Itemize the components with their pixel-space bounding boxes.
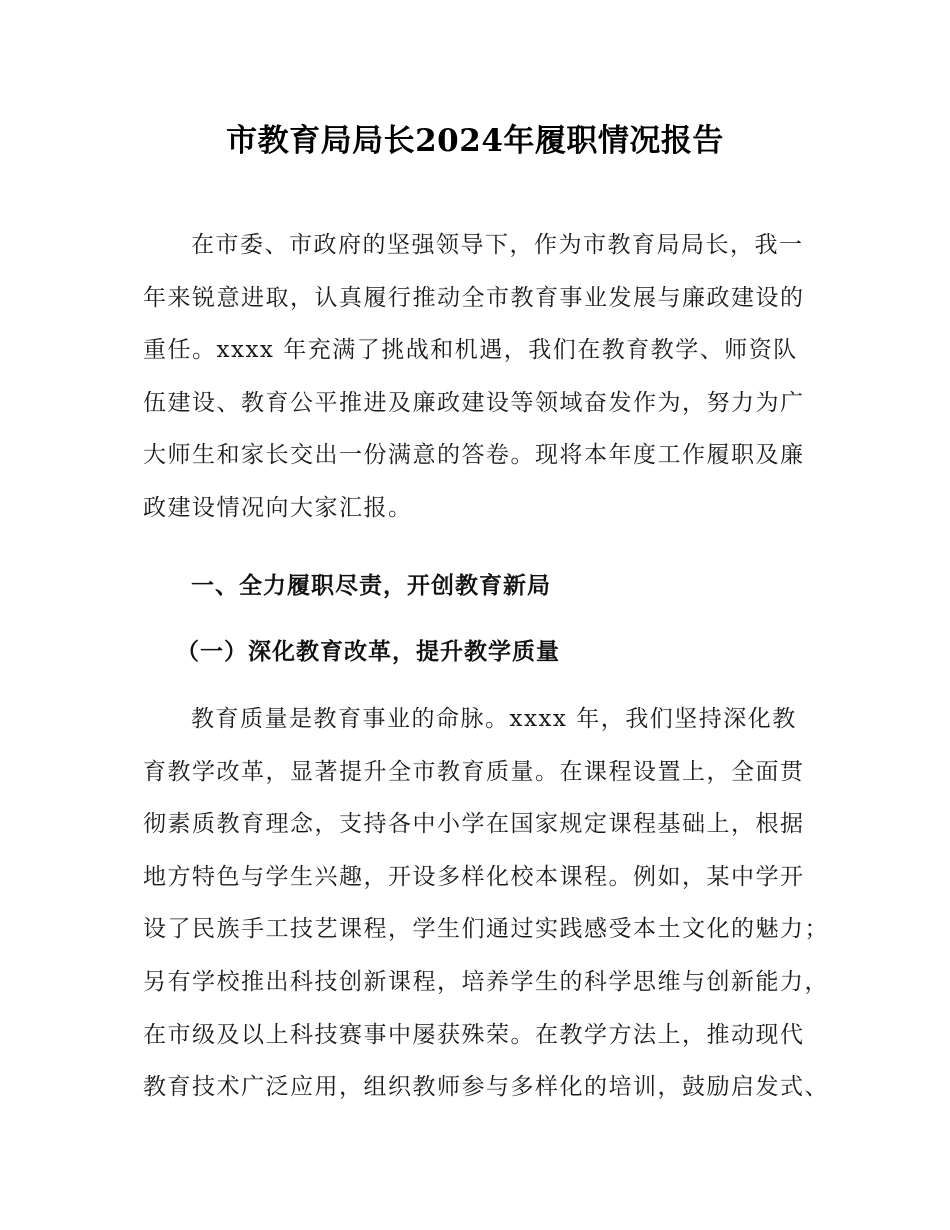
body-line-8: 教育技术广泛应用，组织教师参与多样化的培训，鼓励启发式、 — [143, 1074, 829, 1101]
intro-line-4: 伍建设、教育公平推进及廉政建设等领域奋发作为，努力为广 — [143, 389, 805, 416]
intro-line-5: 大师生和家长交出一份满意的答卷。现将本年度工作履职及廉 — [143, 442, 805, 469]
body-line-5: 设了民族手工技艺课程，学生们通过实践感受本土文化的魅力； — [143, 916, 829, 943]
intro-paragraph — [143, 219, 813, 535]
document-title: 市教育局局长2024年履职情况报告 — [226, 123, 724, 159]
body-line-6: 另有学校推出科技创新课程，培养学生的科学思维与创新能力， — [143, 968, 829, 995]
section-heading: 一、全力履职尽责，开创教育新局 — [191, 573, 551, 599]
body-line-3: 彻素质教育理念，支持各中小学在国家规定课程基础上，根据 — [143, 811, 805, 838]
intro-line-1: 在市委、市政府的坚强领导下，作为市教育局局长，我一 — [191, 232, 804, 258]
body-line-2: 育教学改革，显著提升全市教育质量。在课程设置上，全面贯 — [143, 758, 805, 785]
body-line-7: 在市级及以上科技赛事中屡获殊荣。在教学方法上，推动现代 — [143, 1021, 805, 1048]
intro-line-2: 年来锐意进取，认真履行推动全市教育事业发展与廉政建设的 — [143, 284, 805, 311]
body-line-1: 教育质量是教育事业的命脉。xxxx 年，我们坚持深化教 — [191, 706, 797, 732]
intro-line-3: 重任。xxxx 年充满了挑战和机遇，我们在教育教学、师资队 — [143, 337, 798, 364]
body-line-4: 地方特色与学生兴趣，开设多样化校本课程。例如，某中学开 — [143, 863, 805, 890]
body-paragraph — [143, 693, 829, 1114]
intro-line-6: 政建设情况向大家汇报。 — [143, 494, 413, 521]
subsection-heading: （一）深化教育改革，提升教学质量 — [176, 639, 560, 665]
